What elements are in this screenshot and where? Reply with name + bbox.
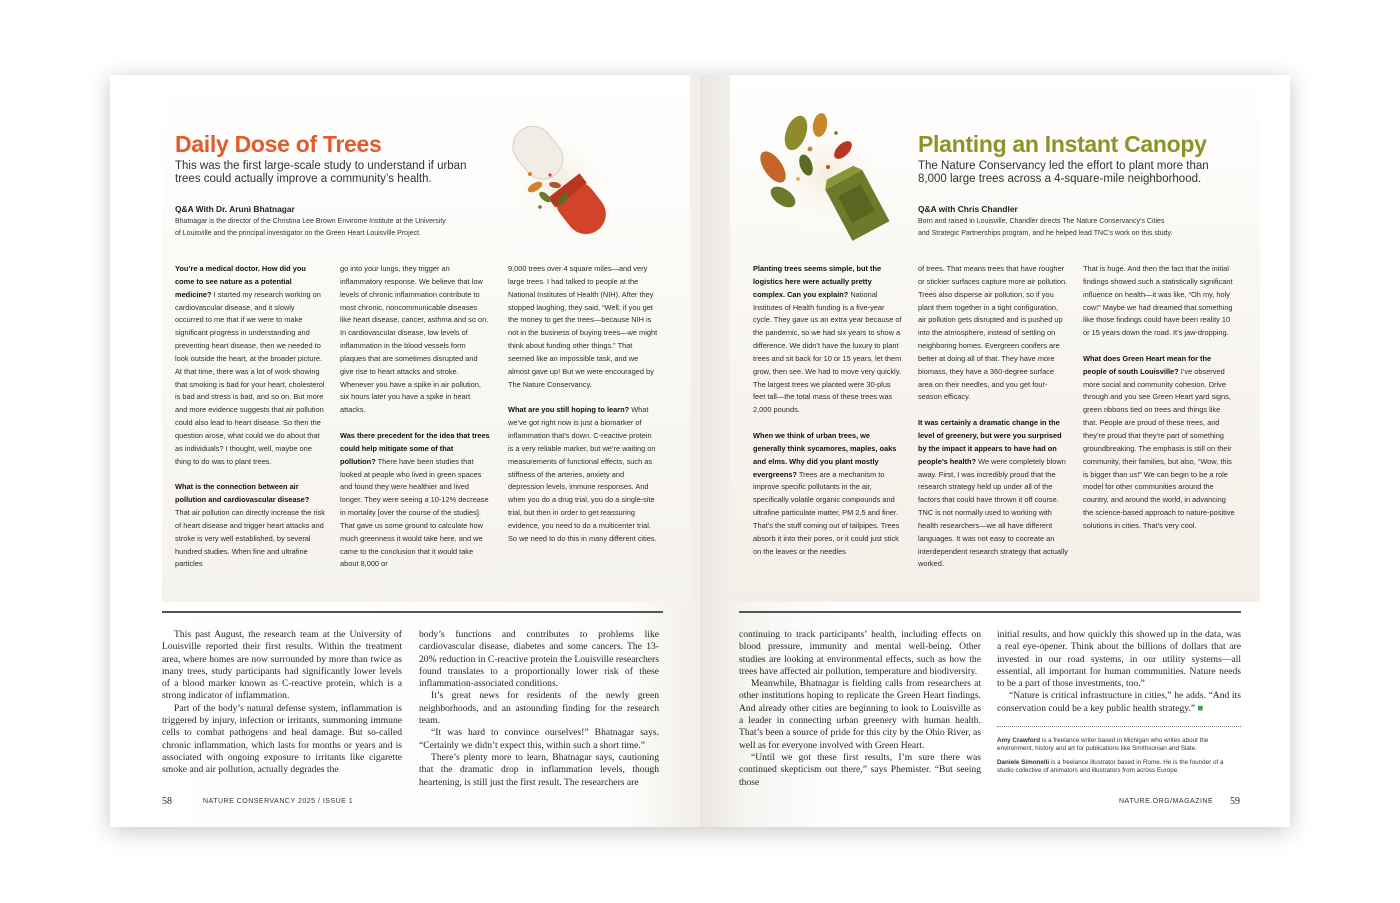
contributor-credits bbox=[997, 737, 1241, 781]
folio-right: NATURE.ORG/MAGAZINE bbox=[1119, 798, 1214, 805]
qa-question: What is the connection between air pollution and cardiovascular disease? bbox=[175, 482, 310, 505]
deck-line: 8,000 large trees across a 4-square-mile neighborhood. bbox=[918, 173, 1202, 185]
qa-answer: National Institutes of Health funding is a five-year cycle. They gave us an extra year because of the pandemic, so we had six years to show a difference. We didn’t have the luxury to plant trees and sit back for 10 or 15 years, let them grow, then see. We had to move very quickly. The largest trees we planted were 30-plus feet tall—the total mass of these trees was 2,000 pounds. bbox=[753, 289, 902, 415]
folio-left: NATURE CONSERVANCY 2025 / ISSUE 1 bbox=[203, 798, 354, 805]
qa-answer: That air pollution can directly increase the risk of heart disease and trigger heart attacks and stroke is very well established, by several hundred studies. When fine and ultrafine particles bbox=[175, 508, 325, 569]
bio-line: of Louisville and the principal investigator on the Green Heart Louisville Project. bbox=[175, 229, 421, 237]
end-mark-icon: ■ bbox=[1195, 702, 1204, 714]
body-paragraph: body’s functions and contributes to problems like cardiovascular disease, diabetes and some cancers. The 13-20% reduction in C-reactive protein the Louisville researchers found translates to a proportionally lower risk of these inflammation-associated conditions. bbox=[419, 629, 659, 690]
qa-question: What are you still hoping to learn? bbox=[508, 405, 630, 415]
byline-left: Q&A With Dr. Aruni Bhatnagar bbox=[175, 204, 295, 214]
qa-answer: We were completely blown away. First, I was incredibly proud that the research strategy held up under all of the factors that could have thrown it off course. TNC is not normally used to working with health researchers—we all have different languages. It was not easy to cocreate an interdependent research strategy that actually worked. bbox=[918, 456, 1068, 569]
magazine-spread bbox=[110, 75, 1290, 827]
page-number-left: 58 bbox=[162, 796, 172, 807]
body-paragraph: “Until we got these first results, I’m sure there was continued skepticism out there,” says Phemister. “But seeing those bbox=[739, 751, 981, 788]
qa-question: Was there precedent for the idea that trees could help mitigate some of that pollution? bbox=[340, 430, 490, 466]
body-column-1-left bbox=[162, 629, 402, 777]
qa-answer: go into your lungs, they trigger an inflammatory response. We believe that low levels of chronic inflammation contribute to most chronic, noncommunicable diseases like heart disease, cancer, asthma and so on. In cardiovascular disease, low levels of inflammation in the blood vessels form plaques that are sometimes disrupted and give rise to heart attacks and stroke. Whenever you have a spike in air pollution, six hours later you have a spike in heart attacks. bbox=[340, 264, 489, 415]
body-paragraph: Part of the body’s natural defense system, inflammation is triggered by injury, infection or irritants, summoning immune cells to combat pathogens and heal damage. But so-called chronic inflammation, which lasts for months or years and is associated with ongoing exposure to irritants like cigarette smoke and air pollution, actually degrades the bbox=[162, 702, 402, 776]
deck-line: trees could actually improve a community’s health. bbox=[175, 173, 432, 185]
qa-column-1-left bbox=[175, 263, 325, 584]
deck-line: This was the first large-scale study to understand if urban bbox=[175, 160, 467, 172]
body-paragraph: “It was hard to convince ourselves!” Bhatnagar says. “Certainly we didn’t expect this, within such a short time.” bbox=[419, 727, 659, 751]
deck-left bbox=[175, 160, 466, 186]
body-column-1-right bbox=[739, 629, 981, 789]
pill-capsule-with-leaves-illustration bbox=[505, 119, 615, 244]
credit-text: is a freelance illustrator based in Rome. He is the founder of a studio collective of animators and illustrators from across Europe. bbox=[997, 759, 1224, 774]
article-title-right: Planting an Instant Canopy bbox=[918, 131, 1207, 157]
qa-column-3-right bbox=[1083, 263, 1235, 546]
body-paragraph: It’s great news for residents of the newly green neighborhoods, and an astounding finding for the research team. bbox=[419, 690, 659, 727]
left-page bbox=[110, 75, 700, 827]
bio-right bbox=[918, 216, 1172, 239]
body-paragraph: initial results, and how quickly this showed up in the data, was a real eye-opener. Think about the billions of dollars that are invested in our road systems, in our utility systems—all essential, all important for human communities. Nature needs to be a part of those investments, too.” bbox=[997, 629, 1241, 690]
qa-question: What does Green Heart mean for the people of south Louisville? bbox=[1083, 353, 1212, 376]
body-column-2-right bbox=[997, 629, 1241, 715]
deck-line: The Nature Conservancy led the effort to plant more than bbox=[918, 160, 1209, 172]
bio-line: Bhatnagar is the director of the Christina Lee Brown Envirome Institute at the University bbox=[175, 218, 446, 225]
qa-question: When we think of urban trees, we generally think sycamores, maples, oaks and elms. Why did you plant mostly evergreens? bbox=[753, 430, 897, 479]
section-divider-right bbox=[739, 611, 1241, 613]
byline-right: Q&A with Chris Chandler bbox=[918, 204, 1018, 214]
deck-right bbox=[918, 160, 1209, 186]
bio-line: and Strategic Partnerships program, and he helped lead TNC’s work on this study. bbox=[918, 229, 1173, 237]
body-paragraph: continuing to track participants’ health, including effects on blood pressure, immunity and mental well-being. Other studies are looking at environmental effects, such as how the trees have affected air pollution, temperature and biodiversity. bbox=[739, 629, 981, 677]
qa-answer: I’ve observed more social and community cohesion. Drive through and you see Green Heart yard signs, green ribbons tied on trees and things like that. People are proud of these trees, and they’re proud that they’re part of something groundbreaking. The emphasis is still on their community, their families, but also, “Wow, this is bigger than us!” We can begin to be a role model for other communities around the country, and around the world, in advancing the science-based approach to nature-positive solutions in cities. That’s very cool. bbox=[1083, 366, 1235, 530]
qa-answer: That is huge. And then the fact that the initial findings showed such a statistically significant influence on health—it was like, “Oh my, holy cow!” Maybe we had dreamed that something like those findings could have been reality 10 or 15 years down the road. It’s jaw-dropping. bbox=[1083, 264, 1233, 338]
credits-divider bbox=[997, 726, 1241, 727]
page-number-right: 59 bbox=[1230, 796, 1240, 807]
qa-column-2-left bbox=[340, 263, 490, 584]
qa-answer: There have been studies that looked at people who lived in green spaces and found they were healthier and lived longer. They were seeing a 10-12% decrease in mortality [over the course of the studies]. That gave us some ground to calculate how much greenness it would take here, and we came to the conclusion that it would take about 8,000 or bbox=[340, 456, 489, 569]
qa-answer: of trees. That means trees that have rougher or stickier surfaces capture more air pollution. Trees also disperse air pollution, so if you plant them together in a tight configuration, air pollution gets disrupted and is pushed up into the atmosphere, instead of settling on neighboring homes. Evergreen conifers are better at doing all of that. They have more biomass, they have a 360-degree surface area on their needles, and you get four-season efficacy. bbox=[918, 264, 1068, 402]
qa-column-3-left bbox=[508, 263, 658, 558]
qa-answer: What we’ve got right now is just a biomarker of inflammation that’s down. C-reactive protein is a very reliable marker, but we’re waiting on measurements of functional effects, such as stiffness of the arteries, anxiety and depression levels, immune responses. And when you do a drug trial, you do a single-site trial, but then in order to get reassuring evidence, you need to do a multicenter trial. So we need to do this in many different cities. bbox=[508, 405, 657, 543]
qa-question: It was certainly a dramatic change in the level of greenery, but were you surprised by the impact it appears to have had on people’s health? bbox=[918, 418, 1062, 466]
qa-column-1-right bbox=[753, 263, 903, 571]
section-divider-left bbox=[162, 611, 663, 613]
article-title-left: Daily Dose of Trees bbox=[175, 131, 382, 157]
body-paragraph: This past August, the research team at the University of Louisville reported their first results. Within the treatment area, where homes are now surrounded by more than twice as many trees, study participants had significantly lower levels of a blood marker known as C-reactive protein, which is a strong indicator of inflammation. bbox=[162, 629, 402, 702]
credit-name: Amy Crawford bbox=[997, 737, 1041, 744]
bio-line: Born and raised in Louisville, Chandler directs The Nature Conservancy’s Cities bbox=[918, 218, 1165, 225]
qa-answer: I started my research working on cardiovascular disease, and it slowly occurred to me that if we were to make significant progress in understanding and preventing heart disease, then we needed to look outside the heart, at the broader picture. At that time, there was a lot of work showing that smoking is bad for your heart, cholesterol is bad and stress is bad, and so on. But more and more evidence suggests that air pollution could also lead to heart disease. So then the question arose, what could we do about that as individuals? I thought, well, maybe one thing to do was to plant trees. bbox=[175, 289, 325, 466]
qa-column-2-right bbox=[918, 263, 1068, 584]
qa-question: You’re a medical doctor. How did you come to see nature as a potential medicine? bbox=[175, 264, 306, 299]
qa-answer: 9,000 trees over 4 square miles—and very large trees. I had talked to people at the National Institutes of Health (NIH). After they stopped laughing, they said, “Well, if you get the money to get the trees—because NIH is not in the business of buying trees—we might think about funding other things.” That seemed like an impossible task, and we almost gave up! But we were encouraged by The Nature Conservancy. bbox=[508, 264, 658, 389]
right-page bbox=[700, 75, 1290, 827]
qa-answer: Trees are a mechanism to improve specific pollutants in the air, specifically volatile organic compounds and ultrafine particulate matter, PM 2.5 and finer. That’s the stuff coming out of tailpipes. Trees absorb it into their pores, or it could just stick on the leaves or the needles bbox=[753, 469, 900, 556]
body-paragraph: “Nature is critical infrastructure in cities,” he adds. “And its conservation could be a key public health strategy.” bbox=[997, 690, 1241, 714]
body-paragraph: There’s plenty more to learn, Bhatnagar says, cautioning that the dramatic drop in inflammation levels, though heartening, is still just the first result. The researchers are bbox=[419, 751, 659, 788]
bio-left bbox=[175, 216, 446, 239]
body-paragraph: Meanwhile, Bhatnagar is fielding calls from researchers at other institutions hoping to replicate the Green Heart findings. And already other cities are beginning to look to Louisville as a leader in connecting urban greenery with human health. That’s been a source of pride for this city by the Ohio River, as well as for everyone involved with Green Heart. bbox=[739, 678, 981, 751]
qa-question: Planting trees seems simple, but the logistics here were actually pretty complex. Can you explain? bbox=[753, 264, 882, 299]
seed-packet-with-leaves-illustration bbox=[748, 105, 898, 245]
credit-name: Daniele Simonelli bbox=[997, 759, 1050, 766]
body-column-2-left bbox=[419, 629, 659, 789]
credit-text: is a freelance writer based in Michigan who writes about the environment, history and art for publications like Smithsonian and Slate. bbox=[997, 737, 1209, 752]
